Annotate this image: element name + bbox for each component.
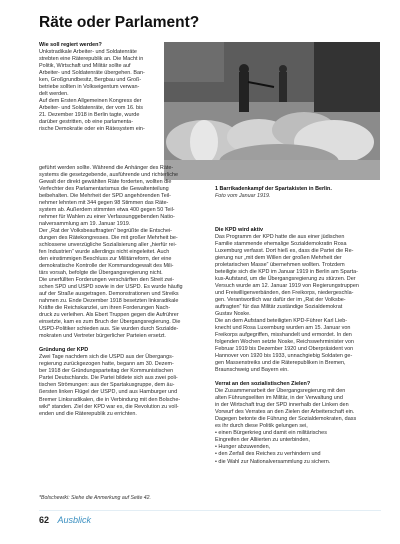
caption-title: 1 Barrikadenkampf der Spartakisten in Berlin. (215, 186, 332, 192)
bullet-text: die Wahl zur Nationalversammlung zu sichern. (218, 458, 331, 465)
section-heading-kpd-aktiv: Die KPD wird aktiv (215, 227, 264, 233)
kpd-gruendung-paragraph: Zwei Tage nachdem sich die USPD aus der Übergangs- regierung zurückgezogen hatte, begann am 30. Dezem- ber 1918 der Gründungsparteitag der Kommunistischen Partei Deutschlands. Die Partei bildete sich aus zwei poli- tischen Strömungen: aus der Spartakusgruppe, dem äu- ßersten linken Flügel der USPD, und aus Hamburger und Bremer Linksradikalen, die in Verbindung mit den Bolsche- wiki* standen. Ziel der KPD war es, die Revolution zu voll- enden und die Räterepublik zu errichten. (39, 354, 181, 417)
bullet-list-item: • die Wahl zur Nationalversammlung zu sichern. (215, 458, 331, 465)
left-column-intro (39, 42, 182, 133)
section-heading-regierung: Wie soll regiert werden? (39, 42, 102, 48)
footer-divider (39, 510, 381, 511)
bullet-list-item: • einen Bürgerkrieg und damit ein militärisches Eingreifen der Alliierten zu unterbinden, (215, 430, 327, 444)
barricade-photo-image (164, 42, 380, 180)
bullet-list-item: • Hunger abzuwenden, (215, 444, 271, 451)
bullet-text: Hunger abzuwenden, (218, 444, 271, 451)
bullet-text: den Zerfall des Reiches zu verhindern und (218, 451, 321, 458)
bullet-list-item: • den Zerfall des Reiches zu verhindern und (215, 451, 321, 458)
section-label: Ausblick (57, 515, 92, 525)
page-number: 62 (39, 515, 50, 525)
section-heading-verrat: Verrat an den sozialistischen Zielen? (215, 381, 311, 388)
raete-paragraph: geführt werden sollte. Während die Anhänger des Räte- systems die gesetzgebende, ausführende und richterliche Gewalt der direkt gewählten Räte forderten, wollten die Verfechter des Parlamentarismus die Gewaltenteilung beibehalten. Die Mehrheit der SPD angehörenden Teil- nehmer lehnten mit 344 gegen 98 Stimmen das Räte- system ab. Außerdem stimmten etwa 400 gegen 50 Teil- nehmer für Wahlen zu einer Verfassunggebenden Natio- nalversammlung am 19. Januar 1919. Der „Rat der Volksbeauftragten“ begrüßte die Entschei- dungen des Rätekongresses. Die mit großer Mehrheit be- schlossene unverzügliche Sozialisierung aller „hierfür rei- fen Industrien“ wurde allerdings nicht eingeleitet. Auch den einstimmigen Beschluss zur Militärreform, der eine demokratische Kontrolle der Kommandogewalt des Mili- tärs vorsah, befolgte die Übergangsregierung nicht. Die unerfüllten Forderungen verschärften den Streit zwi- schen SPD und USPD sowie in der USPD. Es wurde häufig auf der Straße ausgetragen. Demonstrationen und Streiks nahmen zu. Ende Dezember 1918 besetzten linksradikale Kräfte die Reichskanzlei, um ihren Forderungen Nach- druck zu verleihen. Als Ebert Truppen gegen die Aufrührer einsetzte, kam es zum Bruch der Übergangsregierung. Die USPD-Politiker schieden aus. Sie wurden durch Sozialde- mokraten und Vertreter bürgerlicher Parteien ersetzt. (39, 165, 183, 340)
photo-caption (215, 186, 381, 200)
caption-credit: Foto vom Januar 1919. (215, 193, 271, 199)
page-footer (39, 515, 91, 525)
left-column-continued (39, 165, 204, 418)
bullet-text: einen Bürgerkrieg und damit ein militärisches Eingreifen der Alliierten zu unterbinden, (215, 430, 327, 444)
footnote: *Bolschewiki: Siehe die Anmerkung auf Seite 42. (39, 495, 151, 501)
right-column (215, 227, 381, 466)
verrat-paragraph: Die Zusammenarbeit der Übergangsregierung mit den alten Führungseliten im Militär, in der Verwaltung und in der Wirtschaft trug der SPD innerhalb der Linken den Vorwurf des Verrates an den Zielen der Arbeiterschaft ein. Dagegen betonte die Führung der Sozialdemokraten, dass es ihr durch diese Politik gelungen sei, (215, 388, 357, 430)
intro-paragraph: Unkstradikale Arbeiter- und Soldatenräte strebten eine Räterepublik an. Die Macht in Politik, Wirtschaft und Militär sollte auf Arbeiter- und Soldatenräte übergehen. Ban- ken, Großgrundbesitz, Bergbau und Groß- betriebe sollten in Volkseigentum verwan- delt werden. Auf dem Ersten Allgemeinen Kongress der Arbeiter- und Soldatenräte, der vom 16. bis 21. Dezember 1918 in Berlin tagte, wurde darüber gestritten, ob eine parlamenta- rische Demokratie oder ein Rätesystem ein- (39, 49, 145, 133)
kpd-aktiv-paragraph: Das Programm der KPD hatte die aus einer jüdischen Familie stammende ehemalige Sozialdemokratin Rosa Luxemburg verfasst. Dort hieß es, dass die Partei die Re- gierung nur „mit dem Willen der großen Mehrheit der proletarischen Masse“ übernehmen wollten. Trotzdem beteiligte sich die KPD im Januar 1919 in Berlin am Sparta- kus-Aufstand, um die Übergangsregierung zu stürzen. Der Versuch wurde am 12. Januar 1919 von Regierungstruppen und Freiwilligenverbänden, den Freikorps, niedergeschla- gen. Verantwortlich war dafür der im „Rat der Volksbe- auftragten“ für das Militär zuständige Sozialdemokrat Gustav Noske. Die an dem Aufstand beteiligten KPD-Führer Karl Lieb- knecht und Rosa Luxemburg wurden am 15. Januar von Freikorps aufgegriffen, misshandelt und ermordet. In den folgenden Wochen setzte Noske, Reichswehrminister von Februar 1919 bis Dezember 1920 und Oberpräsident von Hannover von 1920 bis 1933, unnachgiebig Soldaten ge- gen Massenstreiks und die Räterepubliken in Bremen, Braunschweig und Bayern ein. (215, 234, 359, 374)
section-heading-kpd-gruendung: Gründung der KPD (39, 347, 89, 354)
page-title: Räte oder Parlament? (39, 14, 200, 31)
barricade-photo (164, 42, 380, 180)
